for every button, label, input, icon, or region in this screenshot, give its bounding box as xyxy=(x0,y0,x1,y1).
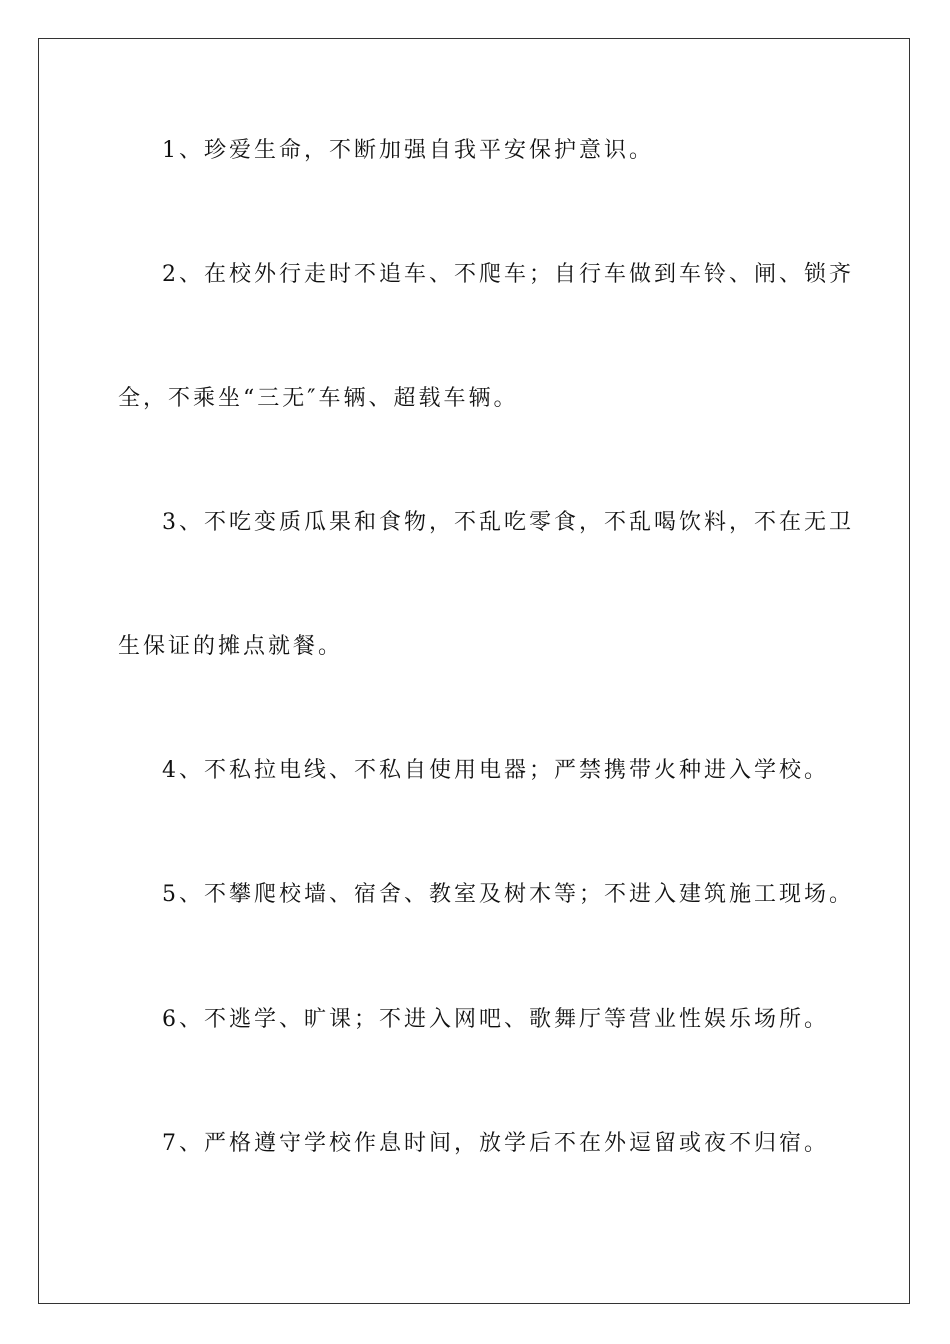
rule-5-text: 5、不攀爬校墙、宿舍、教室及树木等；不进入建筑施工现场。 xyxy=(162,882,854,907)
rule-6-text: 6、不逃学、旷课；不进入网吧、歌舞厅等营业性娱乐场所。 xyxy=(162,1007,829,1032)
rule-3-text-line-2: 生保证的摊点就餐。 xyxy=(118,634,344,659)
rule-2-text-line-1: 2、在校外行走时不追车、不爬车；自行车做到车铃、闸、锁齐 xyxy=(162,262,854,287)
page-border xyxy=(38,38,910,1304)
rule-3-text-line-1: 3、不吃变质瓜果和食物，不乱吃零食，不乱喝饮料，不在无卫 xyxy=(162,510,854,535)
rule-4-text: 4、不私拉电线、不私自使用电器；严禁携带火种进入学校。 xyxy=(162,758,829,783)
rule-7-text: 7、严格遵守学校作息时间，放学后不在外逗留或夜不归宿。 xyxy=(162,1131,829,1156)
rule-1-text: 1、珍爱生命，不断加强自我平安保护意识。 xyxy=(162,138,654,163)
rule-2-text-line-2: 全，不乘坐“三无″车辆、超载车辆。 xyxy=(118,386,519,411)
